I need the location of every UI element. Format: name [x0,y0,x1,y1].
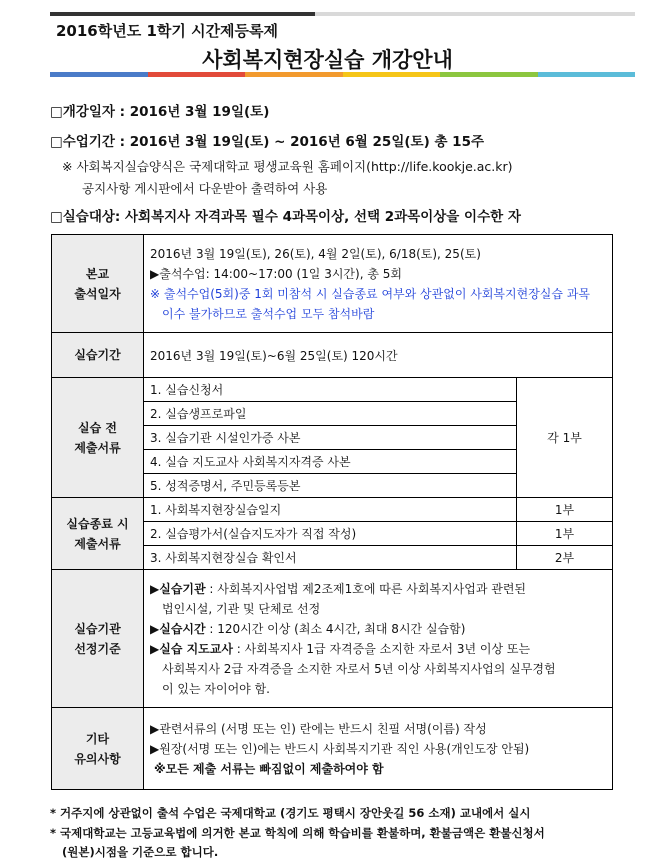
attendance-content: 2016년 3월 19일(토), 26(토), 4월 2일(토), 6/18(토), 25(토) ▶출석수업: 14:00~17:00 (1일 3시간), 총 5회 ※ 출석수업(5회)중 1회 미참석 시 실습종료 여부와 상관없이 사회복지현장실습 과목 이수 불가하므로 출석수업 모두 참석바람 [144,235,613,333]
color-segment [245,72,343,77]
footer-note: (원본)시점을 기준으로 합니다. [62,845,219,859]
info-table [51,234,613,790]
post-doc-count: 1부 [517,498,613,522]
table-row [52,498,613,522]
table-row [52,708,613,790]
pre-doc-item: 2. 실습생프로파일 [144,402,517,426]
table-row [52,333,613,378]
form-note: ※ 사회복지실습양식은 국제대학교 평생교육원 홈페이지(http://life.kookje.ac.kr) [62,159,513,174]
start-date: □개강일자 : 2016년 3월 19일(토) [50,104,270,120]
post-doc-item: 1. 사회복지현장실습일지 [144,498,517,522]
footer-note: * 거주지에 상관없이 출석 수업은 국제대학교 (경기도 평택시 장안웃길 56 소재) 교내에서 실시 [50,806,531,820]
pre-doc-item: 4. 실습 지도교사 사회복지자격증 사본 [144,450,517,474]
color-segment [148,72,246,77]
table-row [52,378,613,402]
pre-doc-item: 5. 성적증명서, 주민등록등본 [144,474,517,498]
criteria-content: ▶실습기관 : 사회복지사업법 제2조제1호에 따른 사회복지사업과 관련된 법인시설, 기관 및 단체로 선정 ▶실습시간 : 120시간 이상 (최소 4시간, 최대 8시간 실습함) ▶실습 지도교사 : 사회복지사 1급 자격증을 소지한 자로서 3년 이상 또는 사회복지사 2급 자격증을 소지한 자로서 5년 이상 사회복지사업의 실무경험 이 있는 자이어야 함. [144,570,613,708]
post-doc-count: 1부 [517,522,613,546]
post-doc-count: 2부 [517,546,613,570]
class-period: □수업기간 : 2016년 3월 19일(토) ~ 2016년 6월 25일(토) 총 15주 [50,134,485,150]
post-docs-label: 실습종료 시 제출서류 [52,498,144,570]
footer-note: * 국제대학교는 고등교육법에 의거한 본교 학칙에 의해 학습비를 환불하며, 환불금액은 환불신청서 [50,826,545,840]
etc-label: 기타 유의사항 [52,708,144,790]
color-segment [50,72,148,77]
color-segment [538,72,636,77]
color-segment [440,72,538,77]
table-row [52,235,613,333]
header-subtitle: 2016학년도 1학기 시간제등록제 [56,22,279,40]
color-segment [343,72,441,77]
pre-docs-count: 각 1부 [517,378,613,498]
period-label: 실습기간 [52,333,144,378]
page-title: 사회복지현장실습 개강안내 [202,48,453,72]
table-row [52,570,613,708]
target-students: □실습대상: 사회복지사 자격과목 필수 4과목이상, 선택 2과목이상을 이수한 자 [50,209,521,225]
etc-content: ▶관련서류의 (서명 또는 인) 란에는 반드시 친필 서명(이름) 작성 ▶원장(서명 또는 인)에는 반드시 사회복지기관 직인 사용(개인도장 안됨) ※모든 제출 서류는 빠짐없이 제출하여야 함 [144,708,613,790]
attendance-label: 본교 출석일자 [52,235,144,333]
period-value: 2016년 3월 19일(토)~6월 25일(토) 120시간 [144,333,613,378]
criteria-label: 실습기관 선정기준 [52,570,144,708]
post-doc-item: 3. 사회복지현장실습 확인서 [144,546,517,570]
post-doc-item: 2. 실습평가서(실습지도자가 직접 작성) [144,522,517,546]
pre-doc-item: 1. 실습신청서 [144,378,517,402]
pre-doc-item: 3. 실습기관 시설인가증 사본 [144,426,517,450]
top-divider [50,12,635,16]
form-note-cont: 공지사항 게시판에서 다운받아 출력하여 사용 [82,181,328,196]
color-bar [50,72,635,77]
pre-docs-label: 실습 전 제출서류 [52,378,144,498]
